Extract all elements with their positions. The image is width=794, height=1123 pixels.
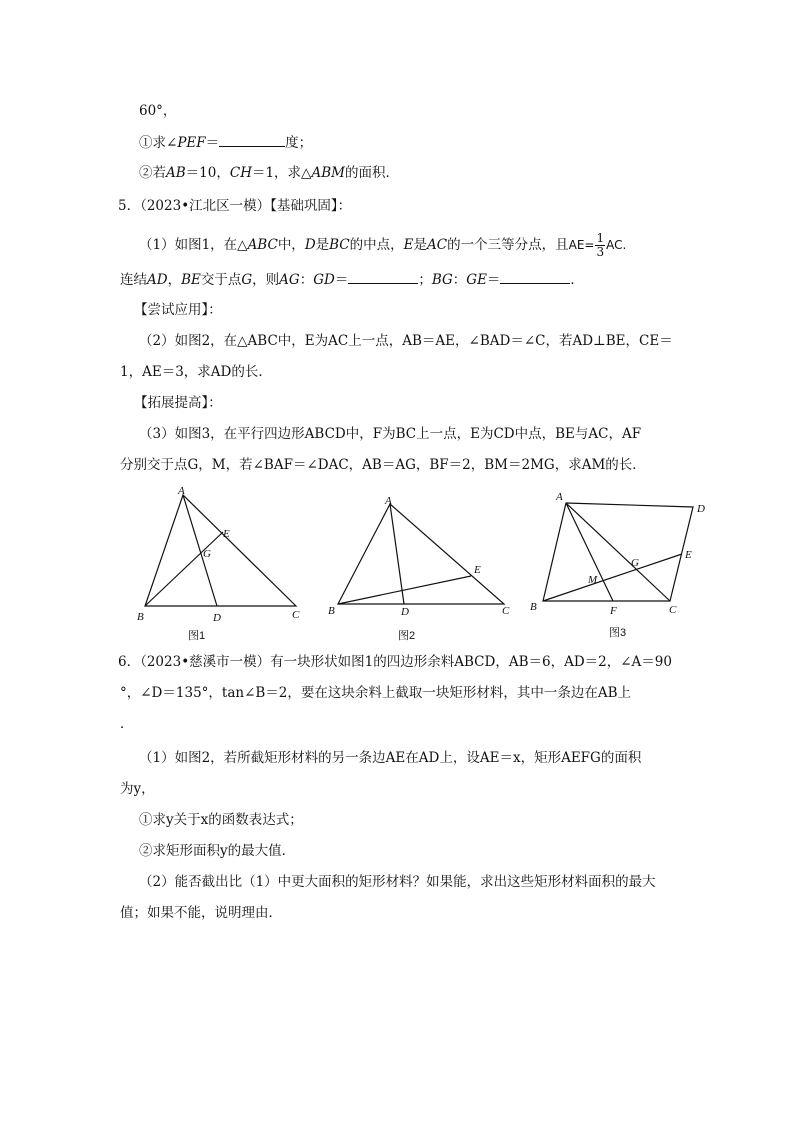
q5-part3-line2: 分别交于点G，M，若∠BAF＝∠DAC，AB＝AG，BF＝2，BM＝2MG，求AM的长． — [120, 457, 646, 473]
q6-line-5: 为y， — [120, 781, 155, 797]
fig2-segment-ad — [390, 504, 404, 604]
var: BC — [329, 237, 350, 253]
text: ： — [452, 272, 467, 288]
fig2-label-a: A — [385, 495, 392, 507]
text: ＝ — [334, 272, 349, 288]
q4-item1-unit: 度； — [285, 135, 313, 151]
answer-blank[interactable] — [219, 132, 285, 147]
section-try-apply: 【尝试应用】： — [134, 302, 222, 318]
fig3-diagonal-ac — [566, 503, 670, 601]
formula-left: AE= — [568, 238, 595, 252]
var: BG — [431, 272, 453, 288]
fraction-denominator: 3 — [596, 245, 605, 259]
q4-text: ＝10， — [185, 165, 230, 181]
q5-part1-line1 — [139, 232, 626, 259]
answer-blank[interactable] — [348, 269, 418, 284]
fig1-label-g: G — [203, 548, 211, 560]
text: 是 — [315, 237, 330, 253]
fig2-label-b: B — [328, 605, 335, 617]
text: ． — [570, 272, 584, 288]
fig1-label-b: B — [137, 611, 144, 623]
fig1-triangle-abc — [145, 495, 296, 606]
q4-item-2 — [139, 163, 399, 183]
fig3-label-g: G — [631, 557, 639, 569]
fig3-label-m: M — [588, 574, 598, 586]
q6-line-8: （2）能否截出比（1）中更大面积的矩形材料？如果能，求出这些矩形材料面积的最大 — [139, 874, 656, 890]
q4-var-ab: AB — [166, 165, 186, 181]
var: GD — [313, 272, 335, 288]
var: D — [304, 237, 316, 253]
q5-heading — [118, 196, 351, 216]
q4-text: 的面积． — [344, 165, 399, 181]
text: 是 — [413, 237, 428, 253]
fig1-label-e: E — [223, 528, 230, 540]
q4-item1-prefix: ①求∠ — [139, 135, 178, 151]
q5-part2-line1: （2）如图2，在△ABC中，E为AC上一点，AB＝AE，∠BAD＝∠C，若AD⊥BE，CE＝ — [139, 333, 673, 349]
fig1-label-a: A — [178, 485, 185, 497]
q4-item1-var: PEF — [177, 135, 206, 151]
formula-right: AC. — [606, 238, 627, 252]
var: AC — [427, 237, 448, 253]
q5-part3-line1: （3）如图3，在平行四边形ABCD中，F为BC上一点，E为CD中点，BE与AC，AF — [139, 426, 642, 442]
fig2-label-c: C — [502, 605, 510, 617]
question-number: 5． — [118, 198, 141, 214]
q6-line-7: ②求矩形面积y的最大值． — [139, 843, 296, 859]
fraction-one-third — [595, 232, 605, 259]
text: （1）如图1，在△ — [139, 237, 248, 253]
figure-1 — [130, 482, 310, 647]
q4-angle-text: 60°， — [139, 103, 177, 119]
var: ABC — [247, 237, 278, 253]
fig2-triangle-abc — [338, 504, 504, 604]
section-extension: 【拓展提高】： — [134, 395, 222, 411]
q6-line-6: ①求y关于x的函数表达式； — [139, 812, 303, 828]
fig3-segment-be — [543, 554, 682, 601]
text: 连结 — [120, 272, 147, 288]
text: ＝ — [486, 272, 501, 288]
q4-var-abm: ABM — [311, 165, 345, 181]
fig1-caption: 图1 — [188, 630, 206, 642]
q4-item2-prefix: ②若 — [139, 165, 166, 181]
q6-line-4: （1）如图2，若所截矩形材料的另一条边AE在AD上，设AE＝x，矩形AEFG的面积 — [139, 750, 642, 766]
fraction-numerator: 1 — [596, 231, 605, 245]
var: BE — [181, 272, 201, 288]
fig3-label-f: F — [610, 605, 617, 617]
text: 的中点， — [349, 237, 404, 253]
fig1-label-d: D — [213, 612, 221, 624]
fig3-label-a: A — [556, 491, 563, 503]
text: ，则 — [252, 272, 280, 288]
q6-line-1: 6．（2023•慈溪市一模）有一块形状如图1的四边形余料ABCD，AB＝6，AD＝2，∠A＝90 — [118, 654, 672, 670]
var: GE — [466, 272, 487, 288]
q4-var-ch: CH — [229, 165, 252, 181]
fig3-label-e: E — [685, 549, 692, 561]
fig3-label-b: B — [530, 601, 537, 613]
q4-text: ＝1，求△ — [251, 165, 312, 181]
var: AD — [147, 272, 168, 288]
q6-line-9: 值；如果不能，说明理由． — [120, 905, 282, 921]
fig2-label-e: E — [474, 564, 481, 576]
q6-line-2: °，∠D＝135°，tan∠B＝2，要在这块余料上截取一块矩形材料，其中一条边在AB上 — [120, 685, 632, 701]
text: ： — [299, 272, 314, 288]
figure-2 — [322, 488, 522, 648]
var: G — [241, 272, 253, 288]
text: 的一个三等分点，且 — [447, 237, 569, 253]
fig2-caption: 图2 — [398, 630, 416, 642]
q4-continuation — [139, 101, 176, 121]
var: AG — [279, 272, 300, 288]
text: ， — [167, 272, 182, 288]
fig3-caption: 图3 — [609, 627, 627, 639]
fig3-segment-af — [566, 503, 613, 601]
q5-part2-line2: 1，AE＝3，求AD的长． — [120, 364, 272, 380]
question-source: （2023•江北区一模）【基础巩固】： — [140, 198, 352, 214]
q5-part1-line2 — [120, 269, 584, 290]
fig2-label-d: D — [401, 606, 409, 618]
text: 中， — [277, 237, 305, 253]
var: E — [403, 237, 414, 253]
q6-line-3: ． — [120, 716, 134, 732]
fig3-label-c: C — [669, 604, 677, 616]
fig2-segment-be — [338, 576, 471, 604]
fig3-label-d: D — [697, 503, 705, 515]
text: 交于点 — [200, 272, 242, 288]
fig1-label-c: C — [292, 609, 300, 621]
fig1-segment-be — [145, 532, 223, 606]
answer-blank[interactable] — [500, 269, 570, 284]
q4-item1-eq: ＝ — [205, 135, 220, 151]
figure-3 — [525, 486, 715, 646]
text: ； — [418, 272, 432, 288]
q4-item-1 — [139, 132, 312, 153]
